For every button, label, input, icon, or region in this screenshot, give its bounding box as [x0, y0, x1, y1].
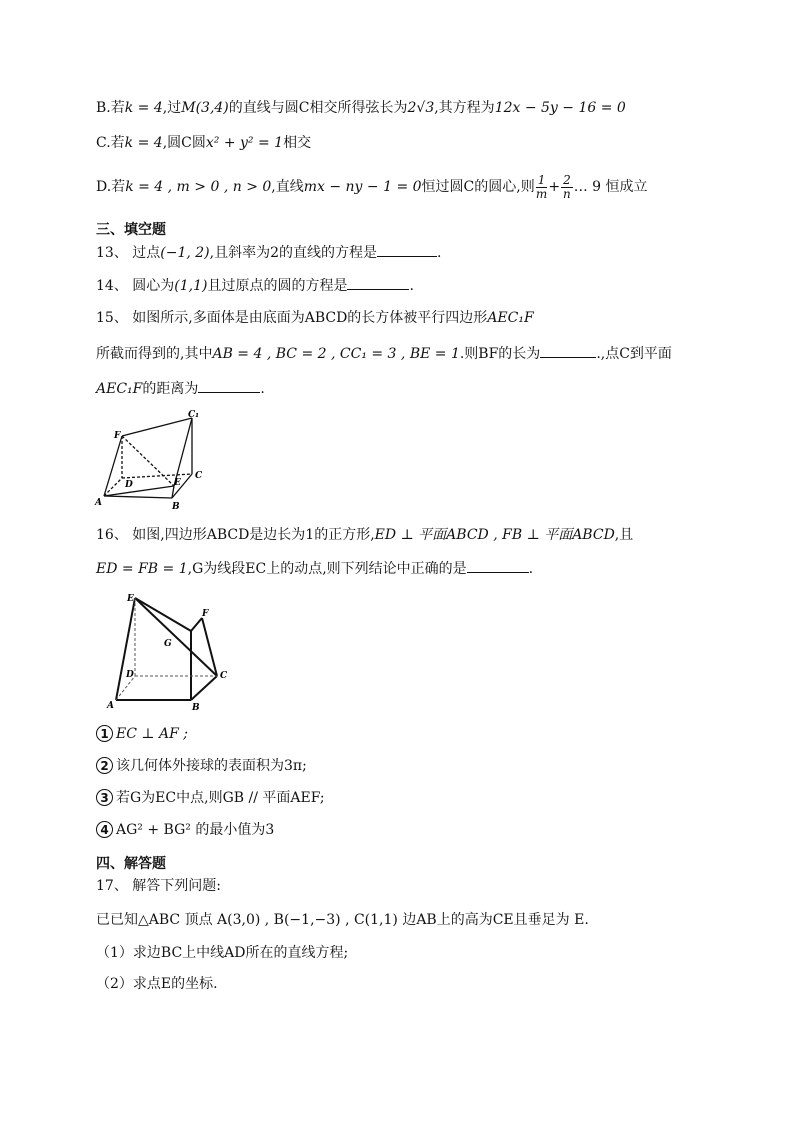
- fig15-label-b: B: [172, 502, 180, 512]
- circled-number: 2: [96, 757, 113, 774]
- question-17-sub-1: （1）求边BC上中线AD所在的直线方程;: [96, 945, 349, 961]
- answer-blank: [347, 275, 409, 290]
- option-c: C.若k = 4,圆C圆x² + y² = 1相交: [96, 135, 312, 151]
- question-14: 14、 圆心为(1,1)且过原点的圆的方程是 .: [96, 275, 414, 296]
- fig16-label-e: E: [127, 594, 134, 604]
- figure-q16-solid: [104, 588, 240, 716]
- fig16-label-g: G: [164, 639, 172, 649]
- answer-blank: [377, 242, 437, 257]
- option-d: D.若k = 4 , m > 0 , n > 0,直线mx − ny − 1 = 0恒过圆C的圆心,则 $\frac{1}{m}$ + $\frac{2}{n}$ … 9 恒成立: [96, 172, 648, 201]
- question-17-title: 17、 解答下列问题:: [96, 878, 221, 894]
- fig16-label-d: D: [126, 670, 134, 680]
- question-16-line-2: ED = FB = 1,G为线段EC上的动点,则下列结论中正确的是 .: [96, 558, 533, 579]
- circled-number: 3: [96, 789, 113, 806]
- fig16-label-b: B: [192, 703, 200, 713]
- fig15-label-c1: C₁: [188, 410, 200, 420]
- question-15-line-1: 15、 如图所示,多面体是由底面为ABCD的长方体被平行四边形AEC₁F: [96, 310, 534, 326]
- fig16-label-c: C: [220, 671, 228, 681]
- q16-statement-2: 2 该几何体外接球的表面积为3π;: [96, 756, 307, 776]
- figure-q15-polyhedron: [92, 408, 212, 518]
- question-17-sub-2: （2）求点E的坐标.: [96, 976, 218, 992]
- question-15-line-2: 所截而得到的,其中AB = 4 , BC = 2 , CC₁ = 3 , BE = 1.则BF的长为 .,点C到平面: [96, 343, 672, 364]
- fig15-label-d: D: [125, 480, 133, 490]
- question-16-line-1: 16、 如图,四边形ABCD是边长为1的正方形,ED ⊥ 平面ABCD , FB ⊥ 平面ABCD,且: [96, 527, 634, 543]
- fraction-2-over-n: $\frac{2}{n}$: [563, 172, 571, 201]
- circled-number: 4: [96, 821, 113, 838]
- fraction-1-over-m: $\frac{1}{m}$: [535, 172, 548, 201]
- q16-statement-4: 4 AG² + BG² 的最小值为3: [96, 820, 274, 840]
- circled-number: 1: [96, 725, 113, 742]
- fig16-label-f: F: [202, 609, 209, 619]
- answer-blank: [198, 378, 260, 393]
- q16-statement-1: 1 EC ⊥ AF ;: [96, 724, 188, 744]
- answer-blank: [540, 343, 596, 358]
- option-b: B.若k = 4,过M(3,4)的直线与圆C相交所得弦长为2√3,其方程为12x − 5y − 16 = 0: [96, 100, 626, 116]
- fig15-label-e: E: [174, 478, 181, 488]
- question-17-stem: 已已知△ABC 顶点 A(3,0) , B(−1,−3) , C(1,1) 边AB上的高为CE且垂足为 E.: [96, 912, 589, 928]
- q16-statement-3: 3 若G为EC中点,则GB // 平面AEF;: [96, 788, 325, 808]
- fig15-label-c: C: [195, 471, 203, 481]
- fig16-label-a: A: [107, 701, 114, 711]
- section-heading-fill-in: 三、填空题: [96, 222, 166, 238]
- fig15-label-f: F: [114, 431, 121, 441]
- question-15-line-3: AEC₁F的距离为 .: [96, 378, 265, 399]
- section-heading-answer: 四、解答题: [96, 856, 166, 872]
- answer-blank: [467, 558, 529, 573]
- question-13: 13、 过点(−1, 2),且斜率为2的直线的方程是 .: [96, 242, 441, 263]
- fig15-label-a: A: [95, 498, 102, 508]
